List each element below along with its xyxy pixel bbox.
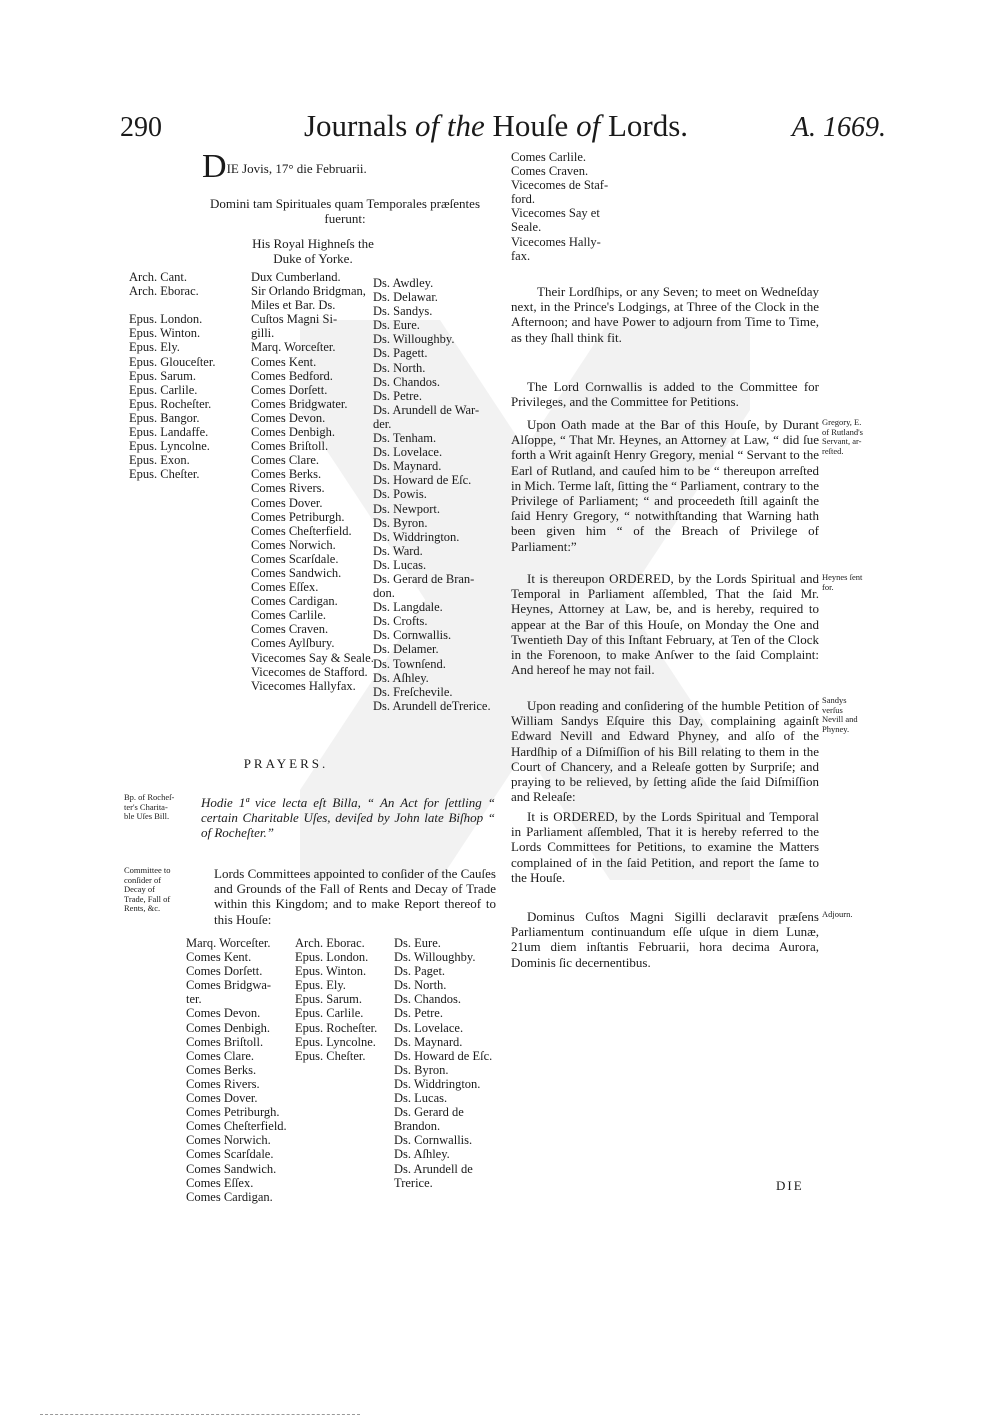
list-line: of Rutland's [822, 426, 863, 437]
list-line: ter's Charita- [124, 801, 168, 812]
list-line: Ds. Howard de Eſc. [373, 473, 472, 488]
title-part: of [415, 108, 440, 143]
list-line: Comes Eſſex. [186, 1175, 254, 1190]
list-line: Comes Norwich. [251, 537, 336, 552]
list-line: ford. [511, 192, 535, 207]
list-line: Comes Craven. [251, 622, 329, 637]
list-line: Ds. Paget. [394, 964, 446, 979]
sandys-margin-note [822, 696, 882, 734]
list-line: Comes Rivers. [186, 1076, 260, 1091]
prayers-heading: PRAYERS. [243, 756, 329, 771]
list-line: Comes Briſtoll. [251, 439, 329, 454]
list-line: Ds. Byron. [373, 515, 428, 530]
list-line: Decay of [124, 884, 155, 895]
list-line: Ds. Byron. [394, 1062, 449, 1077]
lordships-paragraph: Their Lordſhips, or any Seven; to meet on Wedneſday next, in the Prince's Lodgings, at Three of the Clock in the Afternoon; and have Power to adjourn from Time to Time, as they ſhall think fit. [511, 284, 819, 345]
list-line: Comes Petriburgh. [186, 1105, 280, 1120]
list-line: Phyney. [822, 723, 850, 734]
page-number: 290 [120, 112, 162, 143]
list-line: Ds. Pagett. [373, 346, 428, 361]
list-line: Comes Dorſett. [251, 382, 328, 397]
list-line: Comes Aylſbury. [251, 636, 335, 651]
temporal-lords-list-2 [373, 276, 491, 713]
drop-cap: D [202, 148, 227, 185]
list-line: Epus. Bangor. [129, 410, 200, 425]
list-line: Cuſtos Magni Si- [251, 312, 338, 327]
committee-list-1 [186, 936, 287, 1204]
list-line: Comes Bedford. [251, 368, 333, 383]
list-line: Ds. Lovelace. [373, 445, 443, 460]
list-line: Ds. Gerard de Bran- [373, 571, 475, 586]
list-line: Epus. Exon. [129, 453, 190, 468]
list-line: Comes Dorſett. [186, 964, 263, 979]
list-line: Ds. Arundell deTrerice. [373, 698, 491, 713]
list-line: Epus. Cheſter. [129, 467, 200, 482]
list-line: Rents, &c. [124, 903, 161, 914]
royal-heading [250, 236, 376, 266]
list-line: fax. [511, 248, 531, 263]
list-line: ble Uſes Bill. [124, 811, 170, 822]
list-line: Epus. Glouceſter. [129, 354, 216, 369]
list-line: Miles et Bar. Ds. [251, 298, 336, 313]
list-line: Nevill and [822, 714, 858, 725]
list-line: Servant, ar- [822, 436, 862, 447]
list-line: Ds. Petre. [373, 388, 422, 403]
list-line: don. [373, 586, 395, 601]
list-line: Epus. Rocheſter. [129, 396, 212, 411]
list-line: Ds. Aſhley. [394, 1147, 450, 1162]
heynes-paragraph: It is thereupon ORDERED, by the Lords Spiritual and Temporal in Parliament aſſembled, That the ſaid Mr. Heynes, Attorney at Law, be, and is hereby, required to appear at the Bar of this Houſe, on Monday the One and Twentieth Day of this Inſtant February, at Ten of the Clock in the Forenoon, to make Anſwer to the ſaid Complaint: And hereof he may not fail. [511, 571, 819, 678]
list-line: Comes Devon. [251, 410, 326, 425]
list-line: Ds. Tenham. [373, 431, 437, 446]
list-line: Epus. Lyncolne. [295, 1034, 376, 1049]
list-line: Comes Cheſterfield. [186, 1119, 287, 1134]
list-line: reſted. [822, 445, 844, 456]
adjourn-paragraph: Dominus Cuſtos Magni Sigilli declaravit præſens Parliamentum continuandum eſſe uſque in diem Lunæ, 21um diem inſtantis Februarii, hora decima Aurora, Dominis ſic decernentibus. [511, 909, 819, 970]
list-line: Ds. Chandos. [394, 992, 462, 1007]
list-line: Ds. Lucas. [373, 557, 427, 572]
list-line: Ds. Arundell de War- [373, 402, 480, 417]
list-line: Comes Craven. [511, 164, 589, 179]
committee-list-2 [295, 936, 377, 1063]
oath-margin-note [822, 418, 882, 456]
list-line: Comes Cheſterfield. [251, 523, 352, 538]
list-line: Ds. Townſend. [373, 656, 446, 671]
list-line: Ds. Powis. [373, 487, 427, 502]
oath-paragraph: Upon Oath made at the Bar of this Houſe, by Durant Alſoppe, “ That Mr. Heynes, an Attorney at Law, “ did ſue forth a Writ againſt Henry Gregory, menial “ Servant to the Earl of Rutland, and cauſed him to be “ thereupon arreſted in Mich. Terme laſt, ſitting the “ Parliament, contrary to the Privilege of Parliament; “ and proceedeth ſtill againſt the ſaid Henry Gregory, “ notwithſtanding that Warning hath been given him “ of the Breach of Privilege of Parliament:” [511, 417, 819, 554]
list-line: Bp. of Rocheſ- [124, 792, 175, 802]
list-line: Epus. Winton. [129, 326, 201, 341]
list-line: Ds. North. [394, 978, 447, 993]
royal-line: Duke of Yorke. [273, 251, 353, 267]
royal-line: His Royal Highneſs the [252, 236, 374, 251]
list-line: Ds. Cornwallis. [394, 1133, 473, 1148]
spiritual-lords-list [129, 270, 215, 481]
sandys-paragraph: Upon reading and conſidering of the humble Petition of William Sandys Eſquire this Day, complaining againſt Edward Nevill and Edward Phyney, and alſo of the Hardſhip of a Diſmiſſion of his Bill relating to them in the Court of Chancery, and a Releaſe gotten by Surpriſe; and praying to be relieved, by ſetting aſide the ſaid Diſmiſſion and Releaſe: [511, 698, 819, 805]
list-line: Ds. Delamer. [373, 642, 439, 657]
bill-margin-note [124, 793, 200, 822]
list-line: verſus [822, 704, 843, 715]
list-line: Brandon. [394, 1119, 441, 1134]
list-line: Gregory, E. [822, 417, 862, 427]
heynes-margin-note [822, 573, 882, 592]
title-part: Houſe [484, 108, 569, 143]
sandys-order-paragraph: It is ORDERED, by the Lords Spiritual and Temporal in Parliament aſſembled, That it is hereby referred to the Lords Committees for Petitions, to examine the Matters complained of in the ſaid Petition, and report the ſame to the Houſe. [511, 809, 819, 885]
cornwallis-paragraph: The Lord Cornwallis is added to the Committee for Privileges, and the Committee for Petitions. [511, 379, 819, 410]
list-line: Ds. Lucas. [394, 1091, 448, 1106]
right-top-list [511, 150, 608, 263]
list-line: Epus. Sarum. [129, 368, 197, 383]
list-line: Sandys [822, 695, 847, 705]
list-line: Epus. Winton. [295, 964, 367, 979]
list-line: Comes Carlile. [251, 608, 326, 623]
list-line: Comes Cardigan. [251, 594, 338, 609]
list-line: Vicecomes Say & Seale. [251, 650, 374, 665]
list-line: for. [822, 581, 834, 592]
list-line: Comes Petriburgh. [251, 509, 345, 524]
list-line: Vicecomes Hally- [511, 234, 601, 249]
list-line: Epus. Landaffe. [129, 425, 209, 440]
list-line: Comes Sandwich. [186, 1161, 277, 1176]
list-line: Comes Denbigh. [186, 1020, 271, 1035]
list-line: Ds. Maynard. [373, 459, 442, 474]
title-part: the [439, 108, 485, 143]
committee-margin-note [124, 866, 200, 914]
list-line: Arch. Eborac. [295, 936, 365, 950]
list-line: Epus. Carlile. [295, 1006, 364, 1021]
list-line: Arch. Cant. [129, 270, 187, 284]
list-line: Ds. Ward. [373, 543, 423, 558]
list-line: Ds. North. [373, 360, 426, 375]
list-line: Comes Denbigh. [251, 425, 336, 440]
list-line: Sir Orlando Bridgman, [251, 284, 366, 299]
list-line: der. [373, 416, 392, 431]
list-line: ter. [186, 992, 202, 1007]
list-line: Trerice. [394, 1175, 433, 1190]
list-line: Ds. Eure. [394, 936, 441, 950]
list-line: Comes Bridgwa- [186, 978, 272, 993]
list-line: Epus. Carlile. [129, 382, 198, 397]
list-line: Ds. Howard de Eſc. [394, 1048, 493, 1063]
list-line: Epus. Lyncolne. [129, 439, 210, 454]
list-line: Comes Kent. [251, 354, 317, 369]
list-line: Adjourn. [822, 909, 853, 919]
list-line: Epus. Sarum. [295, 992, 363, 1007]
list-line: Comes Sandwich. [251, 565, 342, 580]
list-line: Marq. Worceſter. [251, 340, 336, 355]
list-line: Epus. London. [295, 950, 369, 965]
list-line: Vicecomes Hallyfax. [251, 678, 356, 693]
list-line: Ds. Willoughby. [394, 950, 476, 965]
title-part: of [568, 108, 601, 143]
list-line: Ds. Langdale. [373, 600, 443, 615]
temporal-lords-list-1 [251, 270, 374, 693]
list-line: Comes Eſſex. [251, 580, 319, 595]
list-line: Committee to [124, 865, 171, 875]
list-line: Comes Briſtoll. [186, 1034, 264, 1049]
list-line: Comes Cardigan. [186, 1189, 273, 1204]
list-line: Comes Dover. [251, 495, 323, 510]
list-line: Epus. Ely. [295, 978, 346, 993]
title-part: Lords. [600, 108, 689, 143]
list-line: Ds. Lovelace. [394, 1020, 464, 1035]
list-line: Comes Rivers. [251, 481, 325, 496]
list-line: Ds. Chandos. [373, 374, 441, 389]
list-line: Comes Kent. [186, 950, 252, 965]
list-line: Vicecomes de Stafford. [251, 664, 368, 679]
list-line: Comes Bridgwater. [251, 396, 348, 411]
date-text: IE Jovis, 17° die Februarii. [226, 161, 367, 176]
list-line: Ds. Gerard de [394, 1105, 464, 1120]
bill-entry: Hodie 1ª vice lecta eſt Billa, “ An Act for ſettling “ certain Charitable Uſes, deviſed by John late Biſhop “ of Rocheſter.” [201, 795, 495, 841]
catchword: DIE [776, 1178, 804, 1193]
list-line: Comes Norwich. [186, 1133, 271, 1148]
list-line [129, 298, 215, 312]
list-line: Ds. Widdrington. [394, 1076, 481, 1091]
scan-edge-marks [40, 1414, 360, 1418]
list-line: Dux Cumberland. [251, 270, 341, 284]
list-line: Ds. Eure. [373, 318, 420, 333]
list-line: Comes Clare. [251, 453, 320, 468]
list-line: Ds. Delawar. [373, 290, 438, 305]
list-line: conſider of [124, 874, 162, 885]
list-line: Epus. London. [129, 312, 203, 327]
list-line: Seale. [511, 220, 542, 235]
list-line: Comes Clare. [186, 1048, 255, 1063]
present-heading: Domini tam Spirituales quam Temporales præſentes fuerunt: [210, 196, 480, 227]
list-line: Vicecomes de Staf- [511, 178, 609, 193]
list-line: Arch. Eborac. [129, 284, 199, 299]
list-line: Ds. Aſhley. [373, 670, 429, 685]
list-line: Vicecomes Say et [511, 206, 600, 221]
list-line: Comes Dover. [186, 1091, 258, 1106]
list-line: Comes Scarſdale. [251, 551, 339, 566]
list-line: Ds. Widdrington. [373, 529, 460, 544]
list-line: Epus. Cheſter. [295, 1048, 366, 1063]
date-heading [202, 150, 367, 184]
list-line: Heynes ſent [822, 572, 863, 582]
list-line: Ds. Crofts. [373, 614, 428, 629]
list-line: Epus. Rocheſter. [295, 1020, 378, 1035]
list-line: Ds. Cornwallis. [373, 628, 452, 643]
list-line: Ds. Awdley. [373, 276, 434, 290]
list-line: Comes Carlile. [511, 150, 586, 164]
list-line: Ds. Sandys. [373, 304, 433, 319]
list-line: Ds. Arundell de [394, 1161, 473, 1176]
list-line: Epus. Ely. [129, 340, 180, 355]
committee-entry: Lords Committees appointed to conſider of the Cauſes and Grounds of the Fall of Rents and Decay of Trade within this Kingdom; and to make Report thereof to this Houſe: [214, 866, 496, 927]
list-line: Ds. Maynard. [394, 1034, 463, 1049]
list-line: Comes Berks. [251, 467, 322, 482]
committee-list-3 [394, 936, 492, 1190]
list-line: Comes Devon. [186, 1006, 261, 1021]
list-line: Comes Scarſdale. [186, 1147, 274, 1162]
list-line: Ds. Freſchevile. [373, 684, 453, 699]
list-line: Ds. Willoughby. [373, 332, 455, 347]
title-part: Journals [303, 108, 416, 143]
list-line: Comes Berks. [186, 1062, 257, 1077]
list-line: Marq. Worceſter. [186, 936, 271, 950]
page-year: A. 1669. [791, 112, 886, 143]
adjourn-margin-note [822, 910, 882, 920]
list-line: Trade, Fall of [124, 893, 171, 904]
list-line: Ds. Newport. [373, 501, 441, 516]
list-line: gilli. [251, 326, 275, 341]
list-line: Ds. Petre. [394, 1006, 443, 1021]
